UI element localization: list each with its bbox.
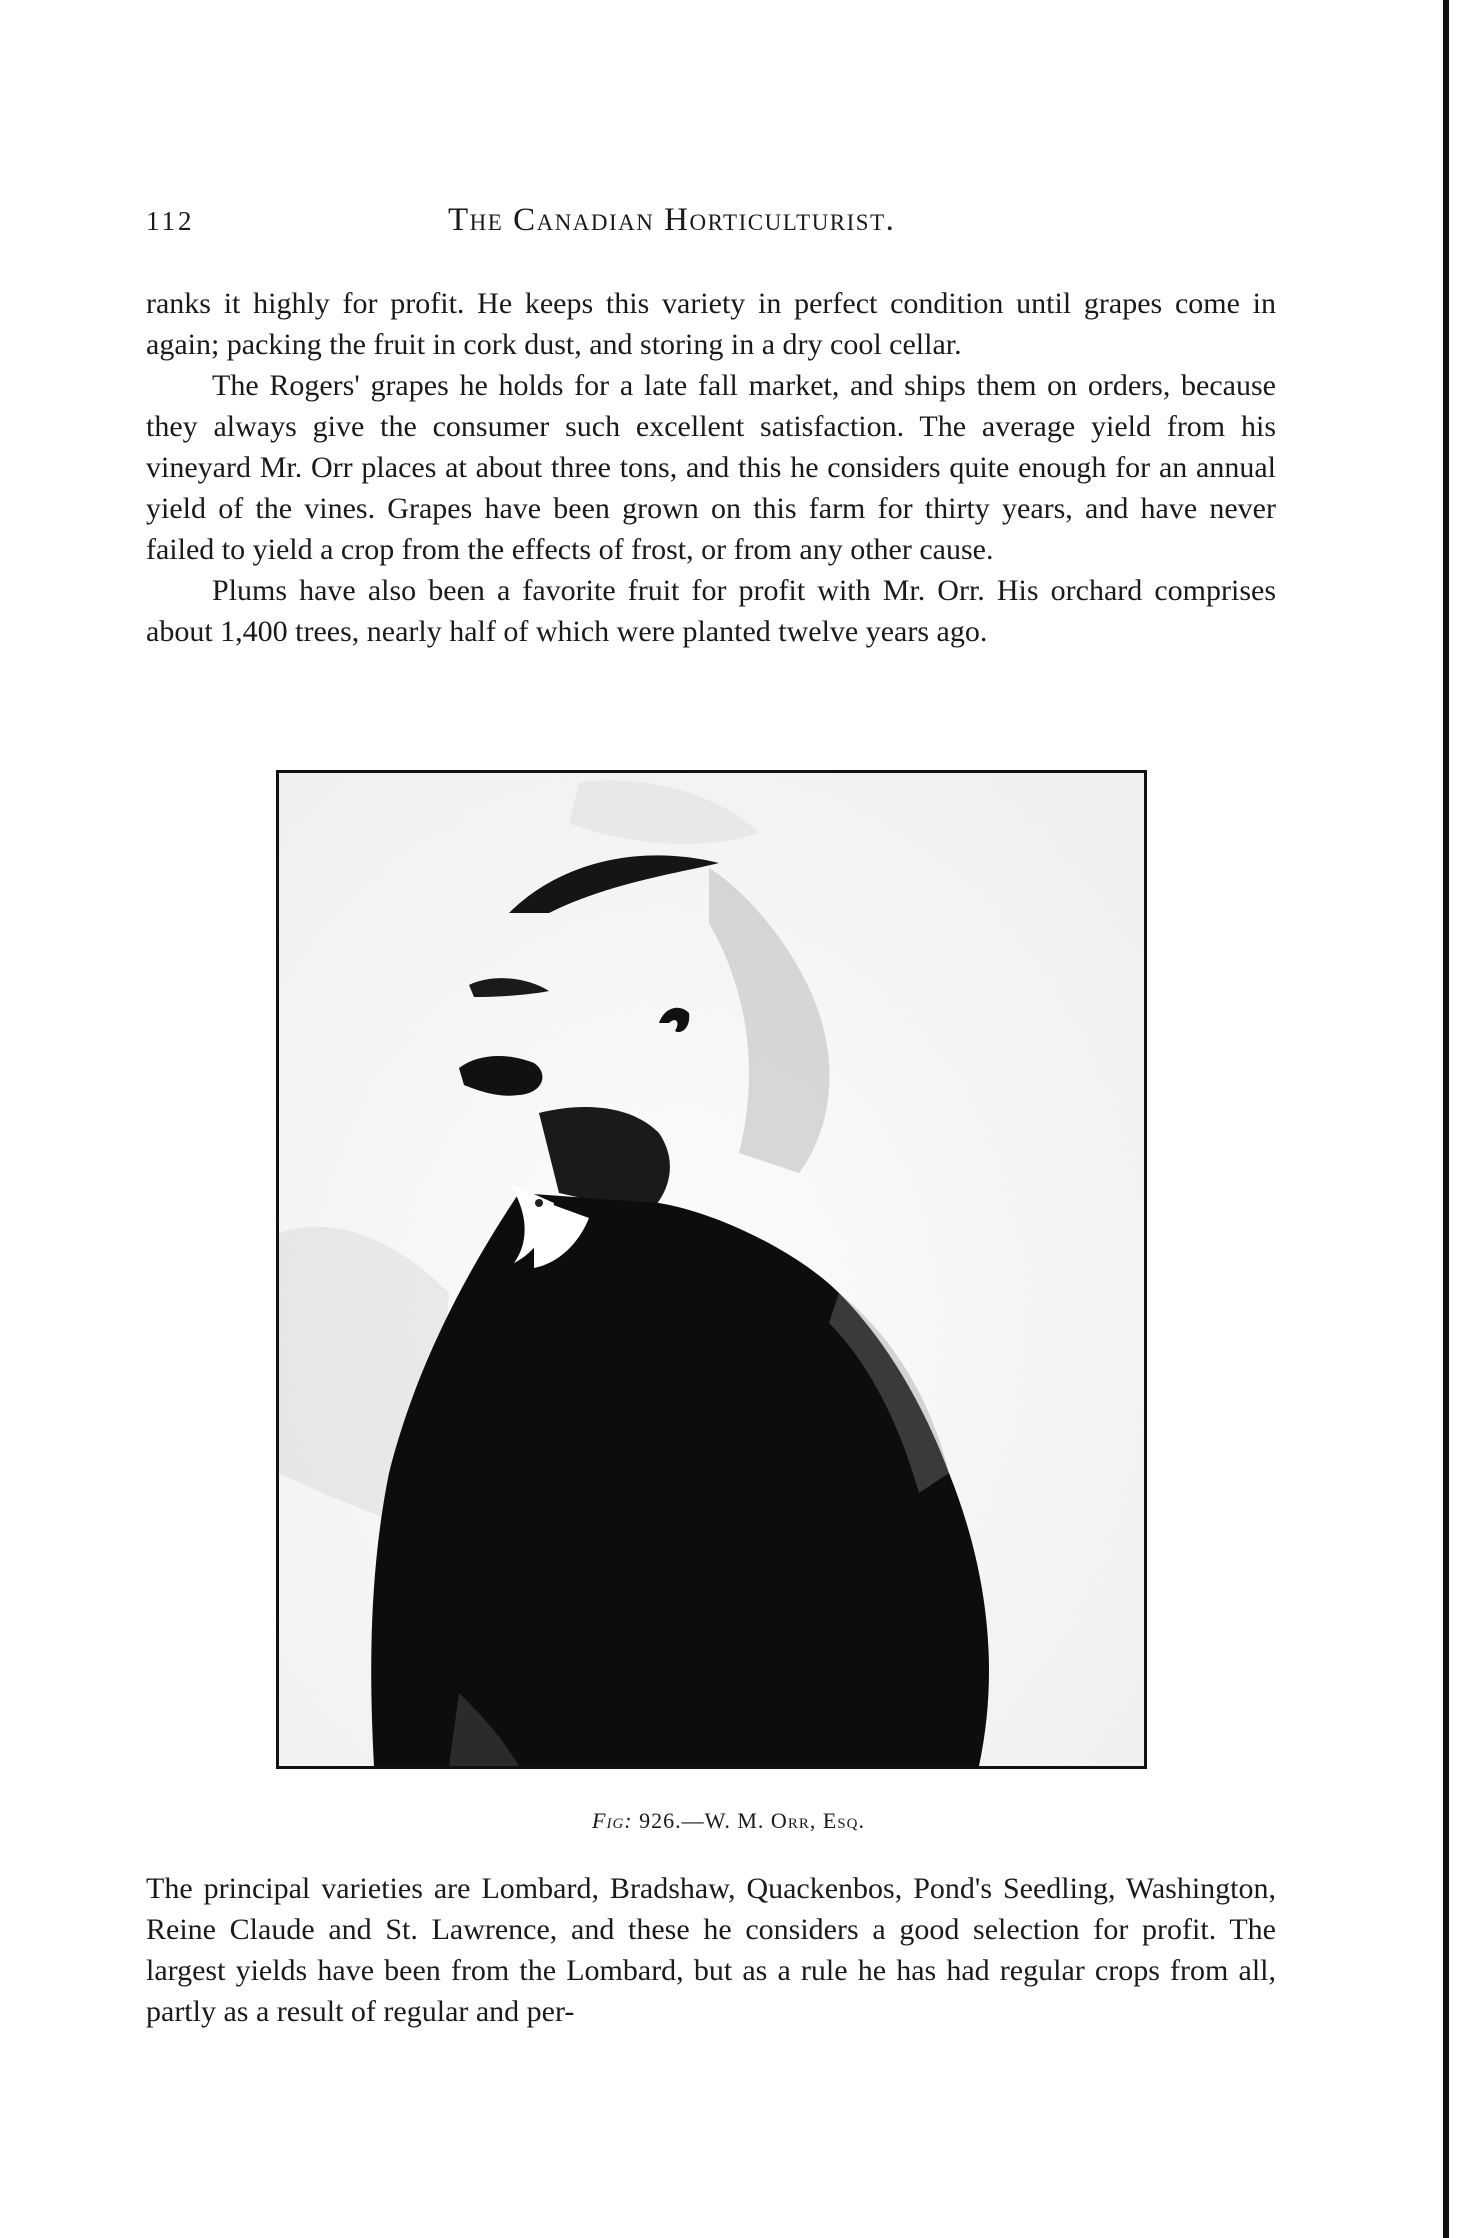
- body-text-top: [146, 283, 1276, 652]
- portrait-photograph: [276, 770, 1147, 1769]
- paragraph: Plums have also been a favorite fruit for profit with Mr. Orr. His orchard comprises about 1,400 trees, nearly half of which were planted twelve years ago.: [146, 574, 1276, 648]
- figure-caption-text: 926.—W. M. Orr, Esq.: [639, 1808, 865, 1833]
- paragraph: The Rogers' grapes he holds for a late fall market, and ships them on orders, because they always give the consumer such excellent satisfaction. The average yield from his vineyard Mr. Orr places at about three tons, and this he considers quite enough for an annual yield of the vines. Grapes have been grown on this farm for thirty years, and have never failed to yield a crop from the effects of frost, or from any other cause.: [146, 369, 1276, 566]
- figure-label: Fig:: [592, 1808, 633, 1833]
- body-text-bottom: [146, 1868, 1276, 2032]
- figure-caption: [0, 1808, 1457, 1834]
- paragraph: The principal varieties are Lombard, Bradshaw, Quackenbos, Pond's Seedling, Washington, Reine Claude and St. Lawrence, and these he considers a good selection for profit. The largest yields have been from the Lombard, but as a rule he has had regular crops from all, partly as a result of regular and per-: [146, 1872, 1276, 2028]
- running-header: [146, 202, 1276, 246]
- paragraph: ranks it highly for profit. He keeps this variety in perfect condition until grapes come in again; packing the fruit in cork dust, and storing in a dry cool cellar.: [146, 287, 1276, 361]
- running-title: The Canadian Horticulturist.: [448, 202, 896, 238]
- page-edge-rule: [1443, 0, 1449, 2238]
- page-number: 112: [146, 206, 195, 236]
